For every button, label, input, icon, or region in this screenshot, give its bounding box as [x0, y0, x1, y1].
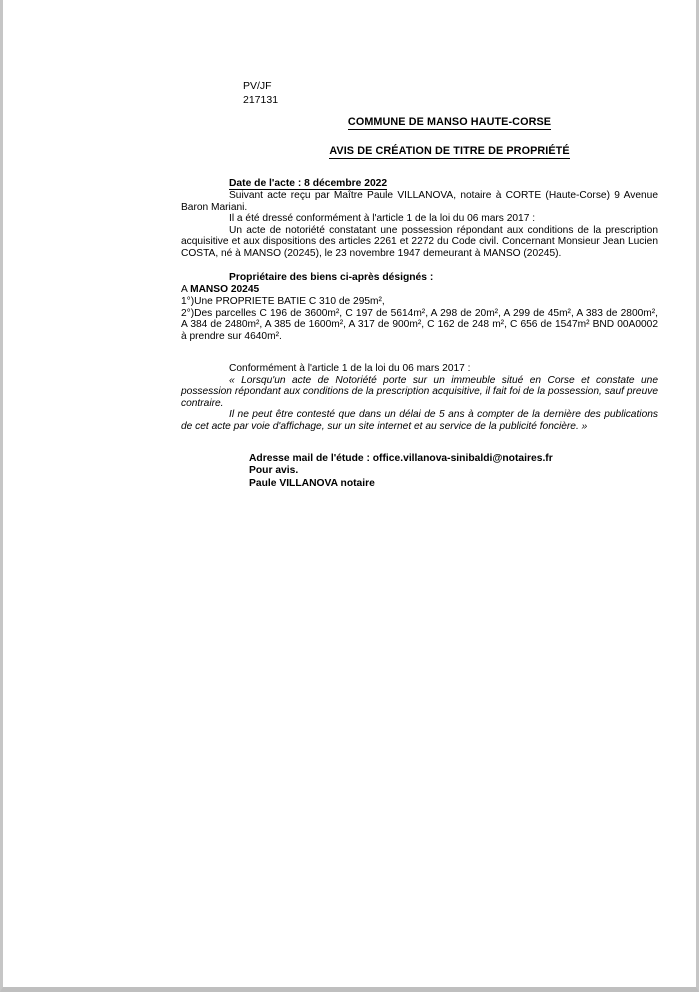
date-paragraph-3: Un acte de notoriété constatant une possession répondant aux conditions de la prescription acquisitive et aux dispositions des articles 2261 et 2272 du Code civil. Concernant Monsieur Jean Lucien COSTA, né à MANSO (20245), le 23 novembre 1947 demeurant à MANSO (20245). [181, 224, 658, 259]
date-heading-text: Date de l'acte : 8 décembre 2022 [229, 178, 388, 189]
property-item-1: 1°)Une PROPRIETE BATIE C 310 de 295m², [181, 295, 385, 307]
reference-code: PV/JF [243, 80, 272, 92]
reference-number: 217131 [243, 93, 279, 106]
property-location-prefix: A [181, 284, 191, 296]
law-quote-1: « Lorsqu'un acte de Notoriété porte sur un immeuble situé en Corse et constate une possession répondant aux conditions de la prescription acquisitive, il fait foi de la possession, sauf preuve contraire. [181, 374, 658, 409]
date-paragraph-2: Il a été dressé conformément à l'article 1 de la loi du 06 mars 2017 : [229, 213, 536, 225]
property-location [181, 284, 658, 296]
date-paragraph-1: Suivant acte reçu par Maître Paule VILLANOVA, notaire à CORTE (Haute-Corse) 9 Avenue Baron Mariani. [181, 190, 658, 213]
signature-closing: Pour avis. [249, 465, 299, 477]
document-sub-title-text: AVIS DE CRÉATION DE TITRE DE PROPRIÉTÉ [329, 145, 570, 157]
document-main-title [241, 116, 658, 128]
property-item-2: 2°)Des parcelles C 196 de 3600m², C 197 de 5614m², A 298 de 20m², A 299 de 45m², A 383 de 2800m², A 384 de 2480m², A 385 de 1600m², A 317 de 900m², C 162 de 248 m², C 656 de 1547m² BND 00A0002 à prendre sur 4640m². [181, 307, 658, 343]
law-intro: Conformément à l'article 1 de la loi du 06 mars 2017 : [229, 363, 471, 375]
property-location-name: MANSO 20245 [190, 284, 260, 296]
date-heading [181, 177, 658, 190]
reference-block [243, 80, 658, 107]
document-content [181, 80, 658, 490]
document-main-title-text: COMMUNE DE MANSO HAUTE-CORSE [347, 116, 552, 128]
document-sub-title [241, 145, 658, 157]
property-heading: Propriétaire des biens ci-après désignés : [229, 272, 434, 284]
signature-email: Adresse mail de l'étude : office.villanova-sinibaldi@notaires.fr [249, 452, 553, 464]
signature-block [249, 453, 658, 491]
law-quote-2: Il ne peut être contesté que dans un délai de 5 ans à compter de la dernière des publications de cet acte par voie d'affichage, sur un site internet et au service de la publicité foncière. » [181, 409, 658, 433]
signature-name: Paule VILLANOVA notaire [249, 477, 375, 489]
